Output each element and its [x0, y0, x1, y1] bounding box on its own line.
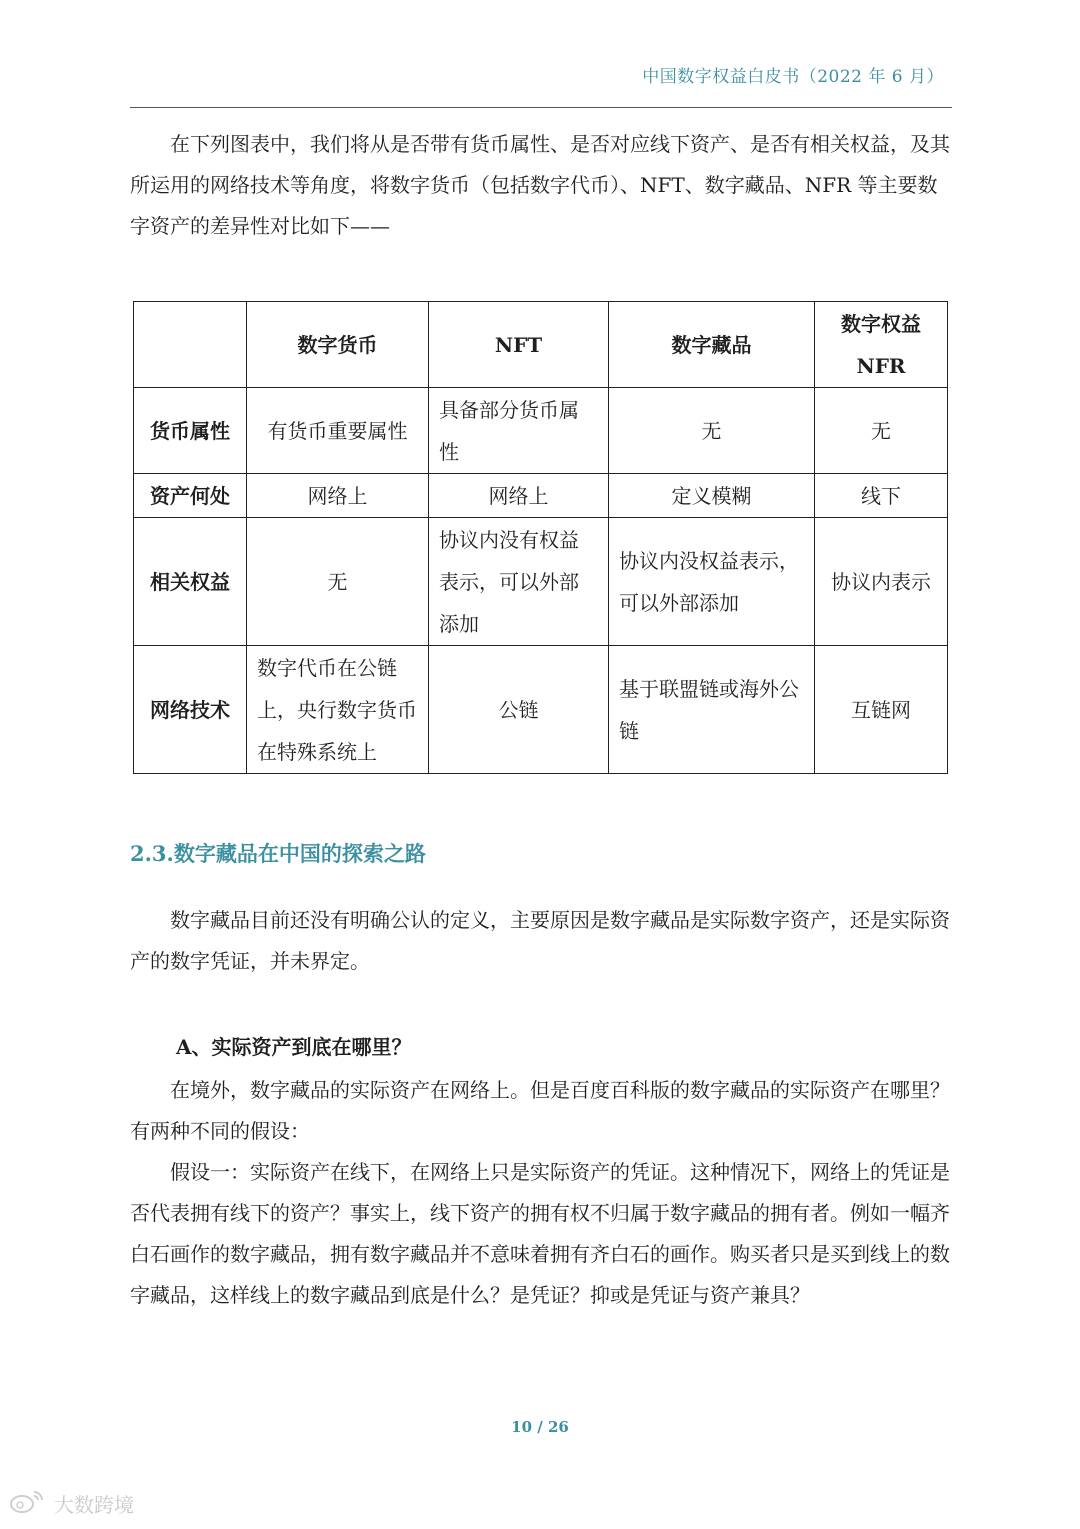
- table-cell: 协议内表示: [815, 518, 948, 646]
- page-number: 10 / 26: [511, 1418, 569, 1436]
- body-paragraph: 在境外，数字藏品的实际资产在网络上。但是百度百科版的数字藏品的实际资产在哪里？有两种不同的假设：: [130, 1078, 950, 1143]
- table-cell: 网络上: [247, 474, 429, 518]
- table-cell: 公链: [429, 646, 609, 774]
- table-cell: 互链网: [815, 646, 948, 774]
- table-row: [134, 518, 948, 646]
- row-label: 相关权益: [134, 518, 247, 646]
- table-cell: 网络上: [429, 474, 609, 518]
- weibo-logo-icon: [8, 1488, 48, 1519]
- body-paragraphs: [130, 1070, 952, 1316]
- section-heading: 2.3.数字藏品在中国的探索之路: [130, 841, 426, 866]
- body-paragraph: 假设一：实际资产在线下，在网络上只是实际资产的凭证。这种情况下，网络上的凭证是否代表拥有线下的资产？事实上，线下资产的拥有权不归属于数字藏品的拥有者。例如一幅齐白石画作的数字藏品，拥有数字藏品并不意味着拥有齐白石的画作。购买者只是买到线上的数字藏品，这样线上的数字藏品到底是什么？是凭证？抑或是凭证与资产兼具？: [130, 1160, 950, 1307]
- table-row: [134, 646, 948, 774]
- definition-paragraph: [130, 900, 952, 982]
- header-cell-stacked: [815, 302, 948, 388]
- table-corner-cell: [134, 302, 247, 388]
- watermark: [8, 1488, 134, 1519]
- row-label: 资产何处: [134, 474, 247, 518]
- table-cell: 具备部分货币属性: [429, 388, 609, 474]
- header-cell: NFT: [429, 302, 609, 388]
- subheading: A、实际资产到底在哪里？: [176, 1035, 412, 1059]
- table-cell: 无: [815, 388, 948, 474]
- table-cell: 有货币重要属性: [247, 388, 429, 474]
- row-label: 网络技术: [134, 646, 247, 774]
- table-cell: 协议内没权益表示，可以外部添加: [609, 518, 815, 646]
- header-line: NFR: [856, 353, 906, 378]
- table-cell: 数字代币在公链上，央行数字货币在特殊系统上: [247, 646, 429, 774]
- table-cell: 无: [247, 518, 429, 646]
- header-line: 数字权益: [841, 311, 921, 336]
- table-row: [134, 474, 948, 518]
- intro-paragraph: [130, 124, 952, 247]
- table-cell: 无: [609, 388, 815, 474]
- header-cell: 数字藏品: [609, 302, 815, 388]
- watermark-text: 大数跨境: [54, 1493, 134, 1517]
- document-header-title: 中国数字权益白皮书（2022 年 6 月）: [642, 67, 944, 87]
- table-cell: 基于联盟链或海外公链: [609, 646, 815, 774]
- comparison-table: [133, 301, 948, 774]
- header-divider: [130, 107, 952, 108]
- table-row: [134, 388, 948, 474]
- intro-text: 在下列图表中，我们将从是否带有货币属性、是否对应线下资产、是否有相关权益，及其所运用的网络技术等角度，将数字货币（包括数字代币）、NFT、数字藏品、NFR 等主要数字资产的差异性对比如下——: [130, 132, 950, 238]
- row-label: 货币属性: [134, 388, 247, 474]
- table-header-row: [134, 302, 948, 388]
- table-cell: 协议内没有权益表示，可以外部添加: [429, 518, 609, 646]
- table-cell: 定义模糊: [609, 474, 815, 518]
- header-cell: 数字货币: [247, 302, 429, 388]
- definition-text: 数字藏品目前还没有明确公认的定义，主要原因是数字藏品是实际数字资产，还是实际资产的数字凭证，并未界定。: [130, 908, 950, 973]
- table-cell: 线下: [815, 474, 948, 518]
